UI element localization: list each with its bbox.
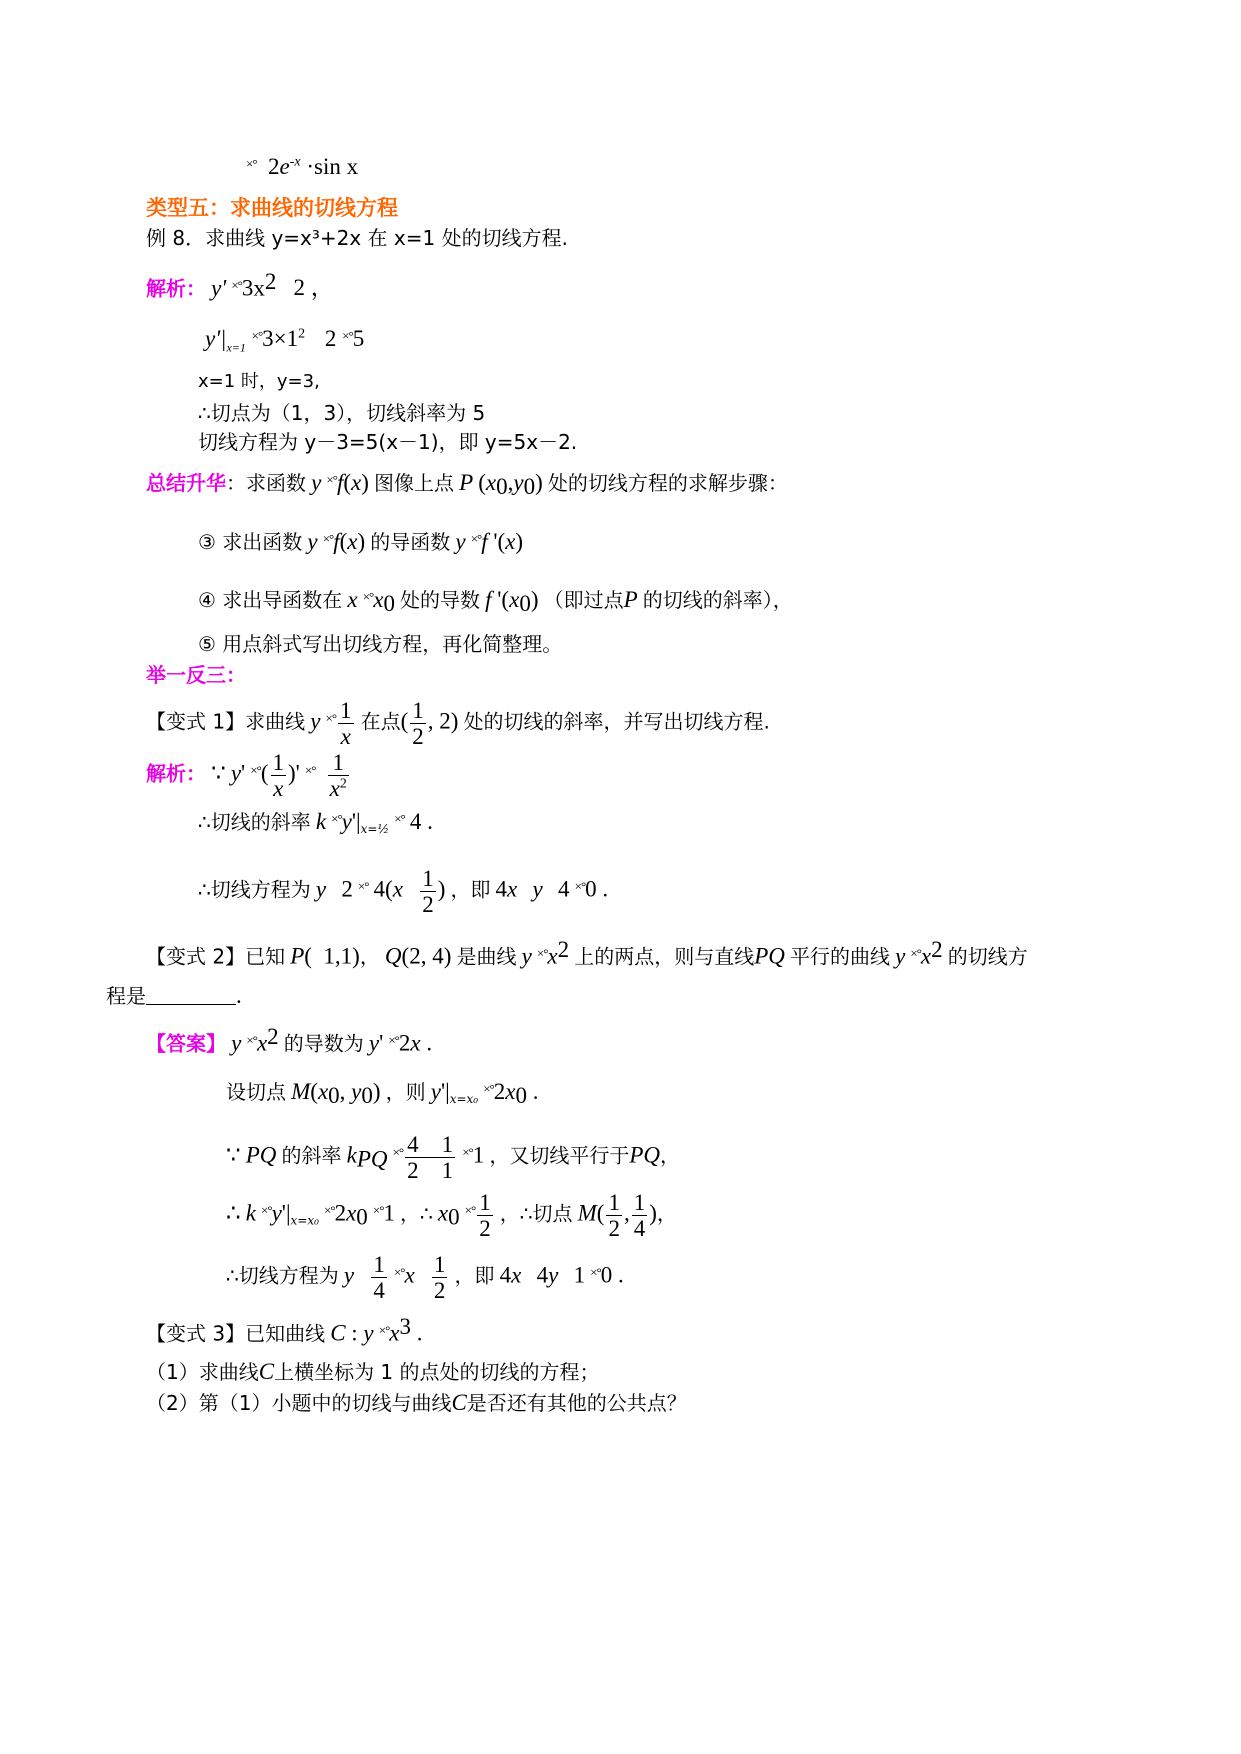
step-3: ③ 求出函数 y ×°f(x) 的导函数 y ×°f '(x) <box>198 529 524 554</box>
answer-line-4: ∴ k $^{\times^\circ}y'|_{x=x_0}$ $^{\times^\circ}2x_0$ ×°1 ，∴ $x_0$ ×° $\frac{1}{2}$ ，∴切点 M( $\frac{1}{2}$ , $\frac{1}{4}$ )， <box>226 1190 677 1242</box>
answer-line-2: 设切点 $M(x_0$, $y_0$) ，则 $y'|_{x=x_0}$ $^{\times^\circ}2x_0$ . <box>226 1079 539 1109</box>
answer-line-3: ∵ PQ 的斜率 $k_{PQ}$ ×° $\frac{4 1}{2 1}$ ×°1 ，又切线平行于PQ， <box>226 1132 680 1184</box>
variant-3-q1: （1）求曲线C上横坐标为 1 的点处的切线的方程； <box>146 1359 600 1384</box>
answer-line-1: 【答案】 y $^{\times^\circ}x^2$ 的导数为 y' ×°2x . <box>146 1024 433 1056</box>
variant-3-q2: （2）第（1）小题中的切线与曲线C是否还有其他的公共点？ <box>146 1390 687 1415</box>
variant-1-question: 【变式 1】求曲线 y ×° $\frac{1}{x}$ 在点( $\frac{1}{2}$ , 2) 处的切线的斜率，并写出切线方程. <box>146 698 770 750</box>
solution-line-5: 切线方程为 y－3=5(x－1)，即 y=5x－2. <box>198 430 578 454</box>
solution-line-4: ∴切点为（1，3），切线斜率为 5 <box>198 401 486 425</box>
solution-label: 解析： <box>146 276 206 301</box>
solution-line-2: $y'|_{x=1}$ $^{\times^\circ}3\times 1^2$ 2 ×°5 <box>205 326 365 355</box>
answer-blank <box>146 986 236 1005</box>
answer-line-5: ∴切线方程为 y $\frac{1}{4}$ ×°x $\frac{1}{2}$ ，即 4x 4y 1 ×°0 . <box>226 1252 624 1304</box>
summary-label: 总结升华 <box>146 471 226 495</box>
variant-1-solution-3: ∴切线方程为 y 2 ×° 4(x $\frac{1}{2}$ ) ，即 4x y 4 ×°0 . <box>198 866 609 918</box>
practice-label: 举一反三： <box>146 663 246 687</box>
summary-line: 总结升华：求函数 y ×°f(x) 图像上点 P $(x_0,y_0)$ 处的切线方程的求解步骤： <box>146 470 788 500</box>
variant-1-solution-2: ∴切线的斜率 k $^{\times^\circ}y'|_{x=\frac{1}{2}}$ ×° 4 . <box>198 809 433 837</box>
section-heading: 类型五：求曲线的切线方程 <box>146 196 398 220</box>
junk-glyph: ×° <box>246 156 257 171</box>
step-5: ⑤ 用点斜式写出切线方程，再化简整理。 <box>198 632 563 656</box>
answer-label: 【答案】 <box>146 1031 226 1056</box>
variant-3-question: 【变式 3】已知曲线 C : y $^{\times^\circ}x^3$ . <box>146 1314 423 1346</box>
variant-2-question-cont: 程是 . <box>106 983 242 1008</box>
top-expression: ×° $2e^{-x} \cdot\sin$ x <box>246 154 359 179</box>
variant-1-solution-1: 解析： ∵ y' ×°( $\frac{1}{x}$ )' ×° $\frac{1}{x^2}$ <box>146 750 347 802</box>
step-4: ④ 求出导函数在 x $^{\times^\circ}x_0$ 处的导数 f '$(x_0)$ （即过点P 的切线的斜率）， <box>198 587 793 617</box>
variant-2-question: 【变式 2】已知 P( 1,1)， Q(2, 4) 是曲线 y $^{\times^\circ}x^2$ 上的两点，则与直线PQ 平行的曲线 y $^{\times^\circ}x^2$ 的切线方 <box>146 937 1028 969</box>
solution-line-3: x=1 时，y=3, <box>198 371 320 392</box>
example-8-text: 例 8．求曲线 y=x³+2x 在 x=1 处的切线方程. <box>146 226 568 250</box>
solution-line-1: 解析： y' $^{\times^\circ}3x^2$ 2 ， <box>146 269 334 301</box>
